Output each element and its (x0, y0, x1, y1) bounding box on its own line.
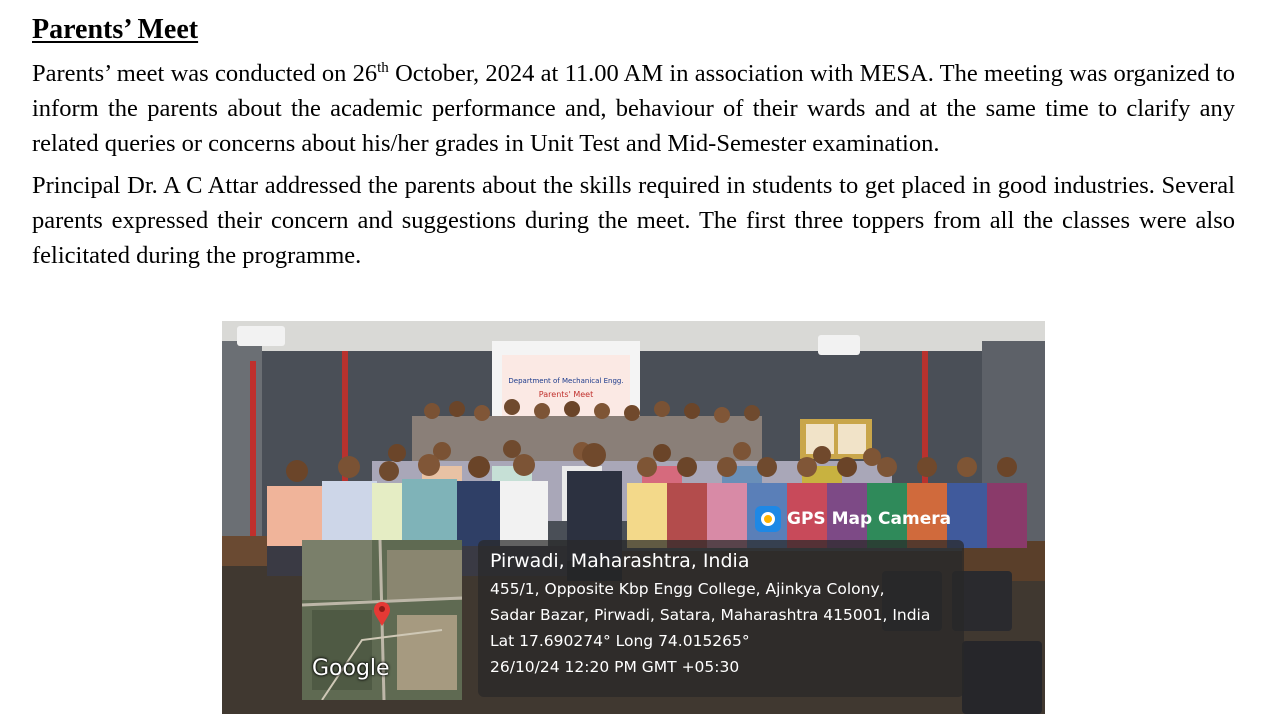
timestamp-text: 26/10/24 12:20 PM GMT +05:30 (490, 658, 740, 676)
gps-map-camera-badge (755, 505, 951, 533)
screen-title-text: Parents' Meet (538, 390, 594, 399)
screen-dept-text: Department of Mechanical Engg. (508, 377, 624, 385)
gps-badge-label: GPS Map Camera (787, 509, 952, 529)
para1-text-end: October, 2024 at 11.00 AM in association with MESA. The meeting was organized to inform the parents about the academic performance and, behaviour of their wards and at the same time to clarify any related queries or concerns about his/her grades in Unit Test and Mid-Semester examination. (32, 60, 1235, 157)
para1-text-start: Parents’ meet was conducted on 26 (32, 60, 378, 87)
address-line-2: Sadar Bazar, Pirwadi, Satara, Maharashtra 415001, India (490, 606, 931, 624)
document-body (32, 10, 1235, 280)
location-title: Pirwadi, Maharashtra, India (490, 550, 750, 572)
location-info-box (478, 540, 964, 697)
paragraph-principal-address: Principal Dr. A C Attar addressed the parents about the skills required in students to get placed in good industries. Several parents expressed their concern and suggestions during the meet. The first three toppers from all the classes were also felicitated during the programme. (32, 172, 1235, 269)
coordinates-text: Lat 17.690274° Long 74.015265° (490, 632, 750, 650)
page-heading: Parents’ Meet (32, 14, 199, 45)
address-line-1: 455/1, Opposite Kbp Engg College, Ajinkya Colony, (490, 580, 885, 598)
gps-camera-logo-icon (755, 506, 781, 532)
ordinal-suffix: th (377, 59, 389, 76)
paragraph-meeting-details (32, 56, 1235, 161)
google-map-label: Google (312, 656, 390, 681)
